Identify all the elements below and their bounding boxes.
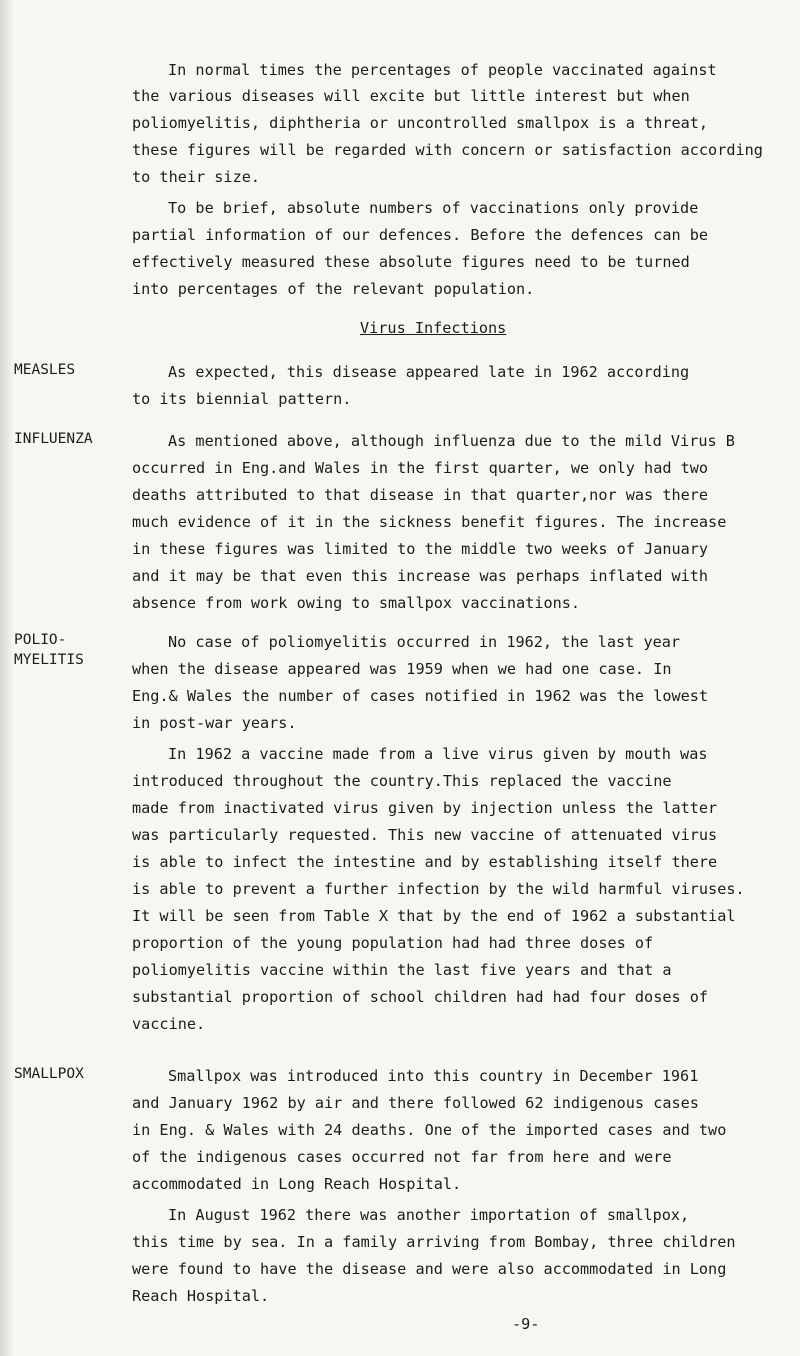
text-line: to its biennial pattern. <box>132 390 352 408</box>
text-line: the various diseases will excite but little interest but when <box>132 87 690 105</box>
text-line: when the disease appeared was 1959 when we had one case. In <box>132 660 672 678</box>
text-line: poliomyelitis vaccine within the last five years and that a <box>132 961 672 979</box>
text-line: into percentages of the relevant population. <box>132 280 535 298</box>
text-line: absence from work owing to smallpox vaccinations. <box>132 594 581 612</box>
text-line: substantial proportion of school children had had four doses of <box>132 988 709 1006</box>
text-line: Eng.& Wales the number of cases notified in 1962 was the lowest <box>132 687 709 705</box>
text-line: accommodated in Long Reach Hospital. <box>132 1175 462 1193</box>
text-line: and January 1962 by air and there followed 62 indigenous cases <box>132 1094 699 1112</box>
page-number: -9- <box>512 1315 540 1333</box>
margin-label-smallpox: SMALLPOX <box>14 1066 84 1082</box>
text-line: poliomyelitis, diphtheria or uncontrolled smallpox is a threat, <box>132 114 709 132</box>
text-line: is able to prevent a further infection by the wild harmful viruses. <box>132 880 745 898</box>
margin-label-influenza: INFLUENZA <box>14 431 93 447</box>
text-line: was particularly requested. This new vaccine of attenuated virus <box>132 826 718 844</box>
text-line: No case of poliomyelitis occurred in 1962, the last year <box>168 633 681 651</box>
text-line: As mentioned above, although influenza due to the mild Virus B <box>168 432 735 450</box>
text-line: It will be seen from Table X that by the end of 1962 a substantial <box>132 907 736 925</box>
text-line: introduced throughout the country.This replaced the vaccine <box>132 772 672 790</box>
text-line: Reach Hospital. <box>132 1287 270 1305</box>
text-line: In August 1962 there was another importation of smallpox, <box>168 1206 690 1224</box>
text-line: To be brief, absolute numbers of vaccinations only provide <box>168 199 699 217</box>
text-line: proportion of the young population had had three doses of <box>132 934 654 952</box>
text-line: made from inactivated virus given by injection unless the latter <box>132 799 718 817</box>
text-line: much evidence of it in the sickness benefit figures. The increase <box>132 513 727 531</box>
text-line: in Eng. & Wales with 24 deaths. One of the imported cases and two <box>132 1121 727 1139</box>
text-line: vaccine. <box>132 1015 206 1033</box>
text-line: and it may be that even this increase was perhaps inflated with <box>132 567 709 585</box>
text-line: is able to infect the intestine and by establishing itself there <box>132 853 718 871</box>
scan-margin-shadow <box>0 0 14 1356</box>
text-line: In normal times the percentages of people vaccinated against <box>168 61 717 79</box>
text-line: in these figures was limited to the middle two weeks of January <box>132 540 709 558</box>
margin-label-polio: POLIO- <box>14 632 67 648</box>
text-line: As expected, this disease appeared late in 1962 according <box>168 363 690 381</box>
text-line: Smallpox was introduced into this country in December 1961 <box>168 1067 699 1085</box>
text-line: occurred in Eng.and Wales in the first quarter, we only had two <box>132 459 709 477</box>
text-line: in post-war years. <box>132 714 297 732</box>
text-line: In 1962 a vaccine made from a live virus given by mouth was <box>168 745 708 763</box>
text-line: this time by sea. In a family arriving from Bombay, three children <box>132 1233 736 1251</box>
margin-label-myelitis: MYELITIS <box>14 652 84 668</box>
text-line: deaths attributed to that disease in that quarter,nor was there <box>132 486 709 504</box>
text-line: partial information of our defences. Before the defences can be <box>132 226 709 244</box>
text-line: these figures will be regarded with concern or satisfaction according <box>132 141 763 159</box>
text-line: effectively measured these absolute figures need to be turned <box>132 253 690 271</box>
text-line: of the indigenous cases occurred not far from here and were <box>132 1148 672 1166</box>
margin-label-measles: MEASLES <box>14 362 76 378</box>
text-line: were found to have the disease and were also accommodated in Long <box>132 1260 727 1278</box>
text-line: to their size. <box>132 168 261 186</box>
section-heading: Virus Infections <box>360 319 507 337</box>
